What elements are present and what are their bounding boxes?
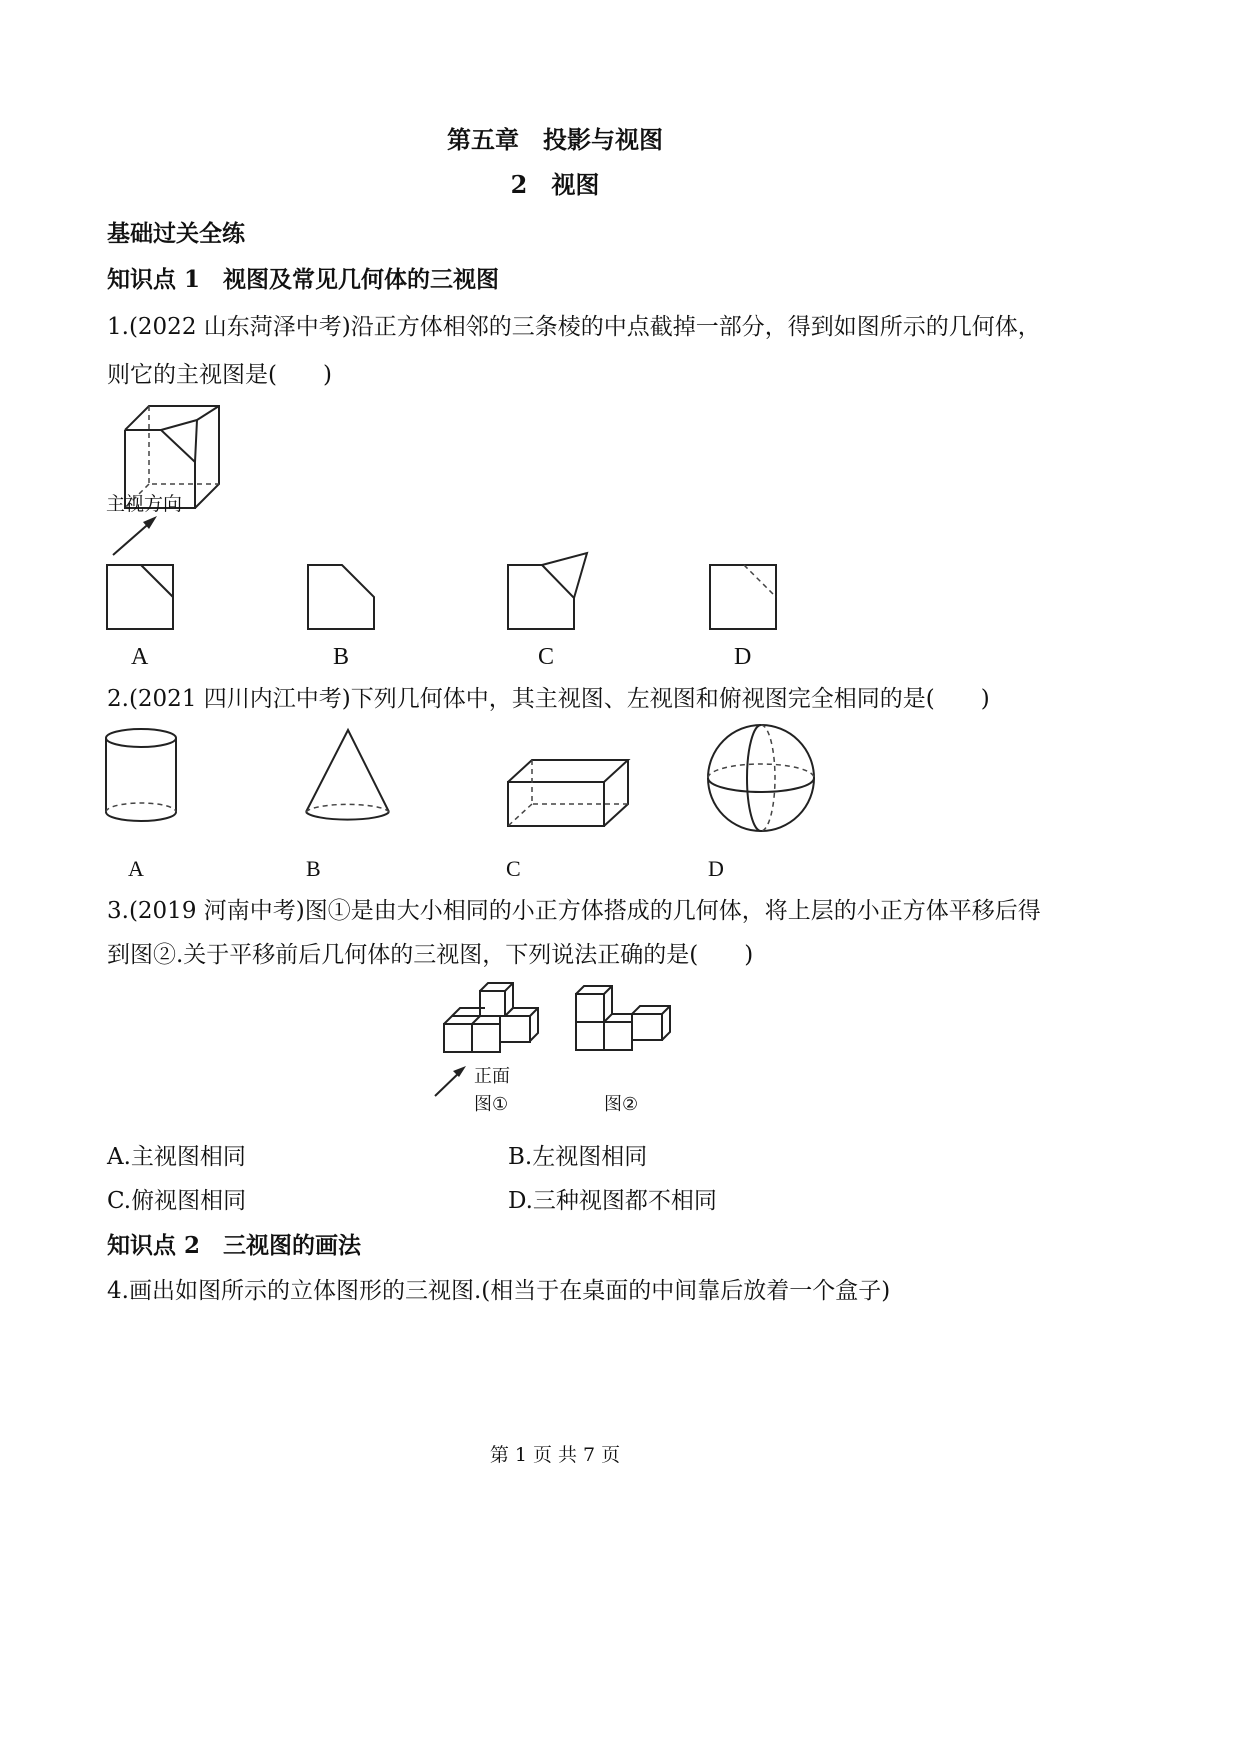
q2-option-b-label: B <box>306 856 321 881</box>
knowledge-point-2-heading: 知识点 2 三视图的画法 <box>107 1232 362 1259</box>
q2-option-d-label: D <box>708 856 724 881</box>
chapter-title: 第五章 投影与视图 <box>447 125 663 154</box>
q2-cylinder-figure <box>103 726 179 826</box>
q3-front-label: 正面 <box>474 1066 510 1087</box>
q3-stem-line2: 到图②.关于平移前后几何体的三视图，下列说法正确的是( ) <box>107 942 754 968</box>
q2-option-c-label: C <box>506 856 521 881</box>
q1-option-b-label: B <box>333 644 350 670</box>
q2-option-a-label: A <box>128 856 144 881</box>
q1-option-c-label: C <box>538 644 555 670</box>
q3-figure-1-label: 图① <box>474 1094 509 1115</box>
q3-stem-line1: 3.(2019 河南中考)图①是由大小相同的小正方体搭成的几何体，将上层的小正方体平移后得 <box>107 898 1041 924</box>
q1-truncated-cube-figure <box>105 400 255 575</box>
q2-cuboid-figure <box>506 758 632 830</box>
q1-option-c-figure <box>507 548 597 633</box>
q1-stem-line1: 1.(2022 山东菏泽中考)沿正方体相邻的三条棱的中点截掉一部分，得到如图所示的几何体， <box>107 314 1041 340</box>
q1-arrow-label: 主视方向 <box>106 493 183 515</box>
q3-choice-a: A.主视图相同 <box>107 1144 246 1170</box>
q2-sphere-figure <box>705 722 817 834</box>
q2-cone-figure <box>303 728 393 826</box>
q1-option-a-figure <box>106 560 176 630</box>
q3-figure-2 <box>570 980 682 1060</box>
q3-choice-c: C.俯视图相同 <box>107 1188 247 1214</box>
q1-option-a-label: A <box>131 644 149 670</box>
q3-choice-b: B.左视图相同 <box>508 1144 648 1170</box>
q1-option-d-label: D <box>734 644 752 670</box>
q3-choice-d: D.三种视图都不相同 <box>508 1188 717 1214</box>
q4-stem: 4.画出如图所示的立体图形的三视图.(相当于在桌面的中间靠后放着一个盒子) <box>107 1278 891 1304</box>
q2-stem: 2.(2021 四川内江中考)下列几何体中，其主视图、左视图和俯视图完全相同的是( ) <box>107 686 990 712</box>
section-title: 2 视图 <box>510 170 600 199</box>
q1-option-b-figure <box>307 560 377 630</box>
knowledge-point-1-heading: 知识点 1 视图及常见几何体的三视图 <box>107 266 500 293</box>
q3-figure-2-label: 图② <box>604 1094 639 1115</box>
q1-stem-line2: 则它的主视图是( ) <box>107 362 332 388</box>
page-footer: 第 1 页 共 7 页 <box>489 1444 621 1466</box>
q1-option-d-figure <box>709 560 779 630</box>
exercise-type-heading: 基础过关全练 <box>107 220 245 247</box>
